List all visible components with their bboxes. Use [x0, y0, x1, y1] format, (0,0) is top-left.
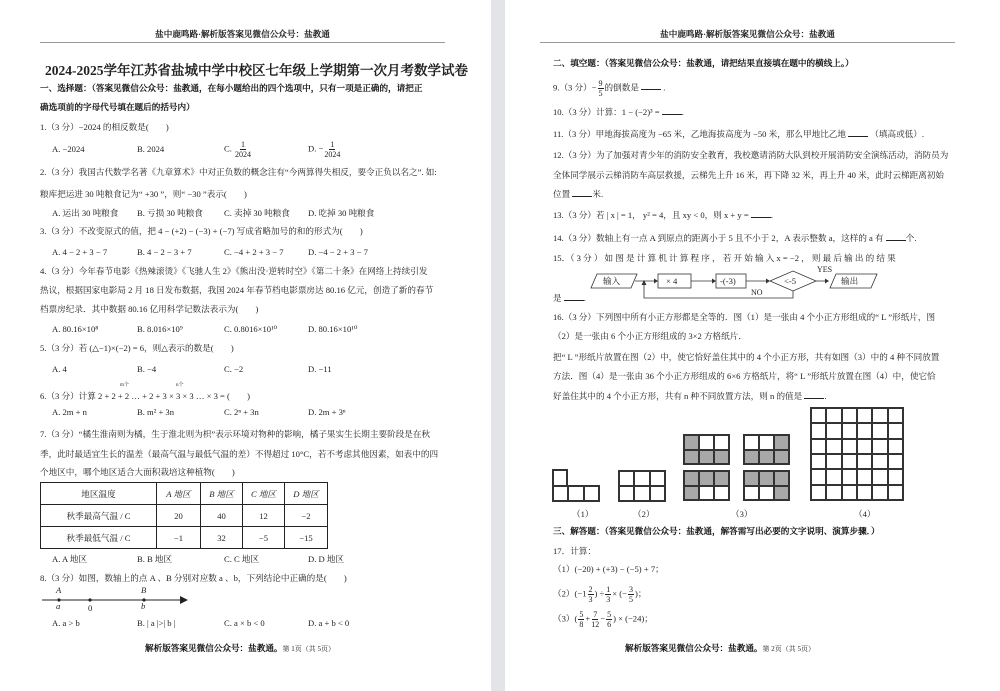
flow-no: NO	[751, 288, 763, 297]
flow-output: 输出	[841, 276, 859, 286]
grid-cell	[857, 454, 872, 469]
grid-cell	[888, 454, 903, 469]
temperature-table	[40, 482, 328, 549]
table-row	[41, 505, 328, 527]
question-12: 12.（3 分）为了加强对青少年的消防安全教育，我校邀请消防大队到校开展消防安全演练活动，消防员为	[553, 150, 949, 160]
question-14: 14.（3 分）数轴上有一点 A 到原点的距离小于 5 且不小于 2，A 表示整数 a，这样的 a 有 个.	[553, 233, 917, 243]
answer-blank	[848, 129, 868, 137]
question-15: 15．（ 3 分 ） 如 图 是 计 算 机 计 算 程 序 ， 若 开 始 输 入 x = −2 ， 则 最 后 输 出 的 结 果	[553, 253, 896, 263]
grid-cell	[759, 435, 774, 450]
page-footer: 解析版答案见微信公众号：盐教通。第 1页（共 5页）	[145, 643, 336, 653]
option-a: A. a > b	[52, 618, 80, 628]
question-8: 8.（3 分）如图，数轴上的点 A 、B 分别对应数 a 、b，下列结论中正确的是( )	[40, 573, 347, 583]
grid-cell	[684, 450, 699, 465]
figure-3-grid-1	[683, 434, 730, 465]
grid-cell	[872, 439, 887, 454]
option-d: D. −4 − 2 + 3 − 7	[308, 247, 368, 257]
option-b: B. 2024	[137, 144, 165, 154]
answer-blank	[804, 391, 824, 399]
question-3: 3.（3 分）不改变原式的值，把 4 − (+2) − (−3) + (−7) 写成省略加号的和的形式为( )	[40, 226, 363, 236]
option-b: B. −4	[137, 364, 157, 374]
option-a: A. 2m + n	[52, 407, 87, 417]
grid-cell	[619, 486, 634, 501]
table-header: 地区温度	[41, 483, 157, 505]
point-label-b: b	[141, 601, 146, 611]
option-c: C. 卖掉 30 吨粮食	[224, 208, 290, 218]
grid-cell	[811, 469, 826, 484]
option-c: C. $\frac{1}{2024}$	[224, 140, 252, 159]
table-cell: 20	[157, 505, 201, 527]
question-17: 17．计算：	[553, 546, 596, 556]
option-a: A. −2024	[52, 144, 85, 154]
option-a: A. 运出 30 吨粮食	[52, 208, 119, 218]
question-2: 2.（3 分）我国古代数学名著《九章算术》中对正负数的概念注有“今两算得失相反，要令正负以名之”. 如:	[40, 167, 437, 177]
grid-cell	[842, 408, 857, 423]
grid-cell	[759, 450, 774, 465]
grid-cell	[759, 471, 774, 486]
option-c: C. 2ⁿ + 3n	[224, 407, 259, 417]
table-header-row	[41, 483, 328, 505]
grid-cell	[888, 485, 903, 500]
question-16-line: 把“ L ”形纸片放置在图（2）中，使它恰好盖住其中的 4 个小正方形，共有如图（3）中的 4 种不同放置	[553, 352, 940, 362]
table-cell: −1	[157, 527, 201, 549]
option-b: B. | a |>| b |	[137, 618, 176, 628]
grid-cell	[774, 486, 789, 501]
grid-cell	[774, 435, 789, 450]
grid-cell	[699, 450, 714, 465]
page-header: 盐中鹿鸣路·解析版答案见微信公众号：盐教通	[155, 29, 330, 39]
question-4: 4.（3 分）今年春节电影《热辣滚烫》《飞驰人生 2》《熊出没·逆转时空》《第二十条》在网络上持续引发	[40, 266, 428, 276]
grid-cell	[619, 471, 634, 486]
question-16-line: 方法．图（4）是一张由 36 个小正方形组成的 6×6 方格纸片，将“ L ”形纸片放置在图（4）中，使它恰	[553, 371, 936, 381]
figure-label-4: （4）	[854, 509, 876, 519]
question-10: 10.（3 分）计算：1 − (−2)³ = .	[553, 107, 684, 117]
table-header: C 地区	[243, 483, 285, 505]
point-label-A: A	[56, 585, 62, 595]
table-cell: −15	[285, 527, 328, 549]
grid-cell	[872, 454, 887, 469]
table-header: D 地区	[285, 483, 328, 505]
grid-cell	[826, 485, 841, 500]
header-divider	[540, 42, 955, 43]
section-heading: 确选项前的字母代号填在题后的括号内）	[40, 102, 195, 112]
table-cell: 32	[201, 527, 243, 549]
question-16-line: 好盖住其中的 4 个小正方形，共有 n 种不同放置方法，则 n 的值是 .	[553, 391, 827, 401]
section-heading: 二、填空题：（答案见微信公众号：盐教通，请把结果直接填在题中的横线上。）	[553, 58, 854, 68]
grid-cell	[684, 435, 699, 450]
grid-cell	[811, 423, 826, 438]
option-b: B. B 地区	[137, 554, 173, 564]
grid-cell	[774, 471, 789, 486]
option-d: D. 80.16×10¹⁰	[308, 324, 358, 334]
table-row	[41, 527, 328, 549]
figure-1-l-shape	[552, 485, 600, 502]
grid-cell	[684, 471, 699, 486]
option-d: D. −11	[308, 364, 332, 374]
page-header: 盐中鹿鸣路·解析版答案见微信公众号：盐教通	[660, 29, 835, 39]
header-divider	[40, 42, 445, 43]
point-label-B: B	[141, 585, 147, 595]
grid-cell	[857, 469, 872, 484]
option-c: C. C 地区	[224, 554, 260, 564]
grid-cell	[744, 435, 759, 450]
table-cell: 秋季最高气温 / C	[41, 505, 157, 527]
grid-cell	[888, 469, 903, 484]
grid-cell	[634, 486, 649, 501]
question-12-line: 全体同学展示云梯消防车高层救援，云梯先上升 16 米，再下降 32 米，再上升 40 米，此时云梯距离初始	[553, 170, 945, 180]
grid-cell	[857, 408, 872, 423]
answer-blank	[886, 233, 906, 241]
grid-cell	[857, 485, 872, 500]
figure-1-top-cell	[552, 469, 568, 486]
grid-cell	[826, 454, 841, 469]
question-13: 13.（3 分）若 | x | = 1， y² = 4，且 xy < 0，则 x + y = .	[553, 210, 773, 220]
grid-cell	[634, 471, 649, 486]
page-title: 2024-2025学年江苏省盐城中学中校区七年级上学期第一次月考数学试卷	[45, 63, 468, 78]
grid-cell	[650, 471, 665, 486]
flow-input: 输入	[603, 276, 621, 286]
figure-3-grid-3	[683, 470, 730, 501]
grid-cell	[714, 471, 729, 486]
grid-cell	[842, 469, 857, 484]
question-17-part-1: （1）(−20) + (+3) − (−5) + 7；	[553, 564, 664, 574]
grid-cell	[826, 408, 841, 423]
option-b: B. m² + 3n	[137, 407, 175, 417]
number-line	[40, 584, 190, 614]
grid-cell	[650, 486, 665, 501]
grid-cell	[888, 408, 903, 423]
flow-yes: YES	[817, 265, 833, 274]
grid-cell	[872, 485, 887, 500]
grid-cell	[826, 439, 841, 454]
grid-cell	[826, 469, 841, 484]
grid-cell	[842, 454, 857, 469]
section-heading: 一、选择题：（答案见微信公众号：盐教通，在每小题给出的四个选项中，只有一项是正确的，请把正	[40, 83, 423, 93]
origin-label: 0	[88, 603, 93, 613]
table-header: A 地区	[157, 483, 201, 505]
section-heading: 三、解答题：（答案见微信公众号：盐教通，解答需写出必要的文字说明、演算步骤．）	[553, 526, 880, 536]
question-4-line: 档票房纪录．其中数据 80.16 亿用科学记数法表示为( )	[40, 304, 259, 314]
figure-label-3: （3）	[731, 509, 753, 519]
brace-label-n: n个	[176, 383, 184, 388]
grid-cell	[699, 471, 714, 486]
option-d: D. 吃掉 30 吨粮食	[308, 208, 375, 218]
option-d: D. − $\frac{1}{2024}$	[308, 140, 341, 159]
question-16-line: （2）是一张由 6 个小正方形组成的 3×2 方格纸片．	[553, 331, 747, 341]
grid-cell	[811, 454, 826, 469]
option-c: C. −2	[224, 364, 244, 374]
grid-cell	[714, 486, 729, 501]
answer-blank	[641, 82, 661, 90]
question-17-part-3: （3）( $\frac{5}{8}$ + $\frac{7}{12}$ − $\frac{5}{6}$ ) × (−24)；	[553, 610, 653, 629]
grid-cell	[714, 450, 729, 465]
table-cell: −2	[285, 505, 328, 527]
table-cell: −5	[243, 527, 285, 549]
question-4-line: 热议，根据国家电影局 2 月 18 日发布数据，我国 2024 年春节档电影票房达 80.16 亿元，创造了新的春节	[40, 285, 434, 295]
question-7: 7.（3 分）“橘生淮南则为橘，生于淮北则为枳”表示环境对物种的影响，橘子果实生长期主要阶段是在秋	[40, 429, 431, 439]
grid-cell	[826, 423, 841, 438]
grid-cell	[872, 408, 887, 423]
option-a: A. 80.16×10⁸	[52, 324, 99, 334]
grid-cell	[811, 439, 826, 454]
grid-cell	[857, 423, 872, 438]
option-c: C. −4 + 2 + 3 − 7	[224, 247, 284, 257]
answer-blank	[751, 210, 771, 218]
flow-step-2: -(-3)	[720, 276, 736, 286]
option-c: C. a × b < 0	[224, 618, 265, 628]
grid-cell	[888, 423, 903, 438]
grid-cell	[744, 450, 759, 465]
grid-cell	[759, 486, 774, 501]
exam-page-2	[505, 0, 1000, 691]
option-d: D. 2m + 3ⁿ	[308, 407, 346, 417]
option-d: D. D 地区	[308, 554, 345, 564]
option-b: B. 8.016×10⁹	[137, 324, 183, 334]
grid-cell	[744, 471, 759, 486]
grid-cell	[872, 469, 887, 484]
question-16: 16.（3 分）下列图中所有小正方形都是全等的．图（1）是一张由 4 个小正方形组成的“ L ”形纸片，图	[553, 312, 936, 322]
figure-label-1: （1）	[572, 509, 594, 519]
answer-blank	[564, 293, 584, 301]
page-footer: 解析版答案见微信公众号：盐教通。第 2页（共 5页）	[625, 643, 816, 653]
option-a: A. A 地区	[52, 554, 88, 564]
grid-cell	[714, 435, 729, 450]
question-9: 9.（3 分）− $\frac{9}{5}$ 的倒数是 .	[553, 79, 666, 98]
grid-cell	[872, 423, 887, 438]
table-cell: 12	[243, 505, 285, 527]
option-b: B. 4 − 2 − 3 + 7	[137, 247, 192, 257]
brace-label-m: m个	[120, 383, 129, 388]
figure-3-grid-2	[743, 434, 790, 465]
question-17-part-2: （2）(−1 $\frac{2}{3}$ ) ÷ $\frac{1}{3}$ × (− $\frac{3}{5}$ )；	[553, 585, 647, 604]
option-b: B. 亏损 30 吨粮食	[137, 208, 203, 218]
grid-cell	[857, 439, 872, 454]
figure-2-grid	[618, 470, 666, 502]
question-12-line: 位置 米.	[553, 189, 604, 199]
grid-cell	[842, 485, 857, 500]
question-7-line: 个地区中，哪个地区适合大面积栽培这种植物( )	[40, 467, 235, 477]
answer-blank	[572, 189, 592, 197]
grid-cell	[699, 486, 714, 501]
grid-cell	[888, 439, 903, 454]
option-a: A. 4	[52, 364, 67, 374]
flow-condition-text: <-5	[784, 276, 797, 286]
grid-cell	[744, 486, 759, 501]
answer-blank	[662, 107, 682, 115]
table-cell: 秋季最低气温 / C	[41, 527, 157, 549]
grid-cell	[774, 450, 789, 465]
exam-page-1	[0, 0, 491, 691]
question-2-line: 粮库把运进 30 吨粮食记为“ +30 ”，则“ −30 ”表示( )	[40, 189, 247, 199]
option-c: C. 0.8016×10¹⁰	[224, 324, 278, 334]
question-1: 1.（3 分）−2024 的相反数是( )	[40, 122, 169, 132]
grid-cell	[684, 486, 699, 501]
figure-label-2: （2）	[633, 509, 655, 519]
figure-3-grid-4	[743, 470, 790, 501]
question-5: 5.（3 分）若 (△−1)×(−2) = 6，则△表示的数是( )	[40, 343, 234, 353]
flow-step-1: × 4	[666, 276, 678, 286]
figure-4-grid	[810, 407, 904, 501]
table-header: B 地区	[201, 483, 243, 505]
option-d: D. a + b < 0	[308, 618, 350, 628]
grid-cell	[699, 435, 714, 450]
grid-cell	[842, 423, 857, 438]
point-label-a: a	[56, 601, 61, 611]
grid-cell	[811, 408, 826, 423]
grid-cell	[842, 439, 857, 454]
table-cell: 40	[201, 505, 243, 527]
option-a: A. 4 − 2 + 3 − 7	[52, 247, 108, 257]
question-7-line: 季，此时最适宜生长的温差（最高气温与最低气温的差）不得超过 10°C，若不考虑其他因素，如表中的四	[40, 449, 439, 459]
grid-cell	[811, 485, 826, 500]
question-15-tail: 是 .	[553, 293, 586, 303]
question-6: 6.（3 分）计算 2 + 2 + 2 … + 2 + 3 × 3 × 3 … × 3 = ( )	[40, 391, 250, 401]
question-11: 11.（3 分）甲地海拔高度为 −65 米，乙地海拔高度为 −50 米，那么甲地比乙地 （填高或低）.	[553, 129, 925, 139]
